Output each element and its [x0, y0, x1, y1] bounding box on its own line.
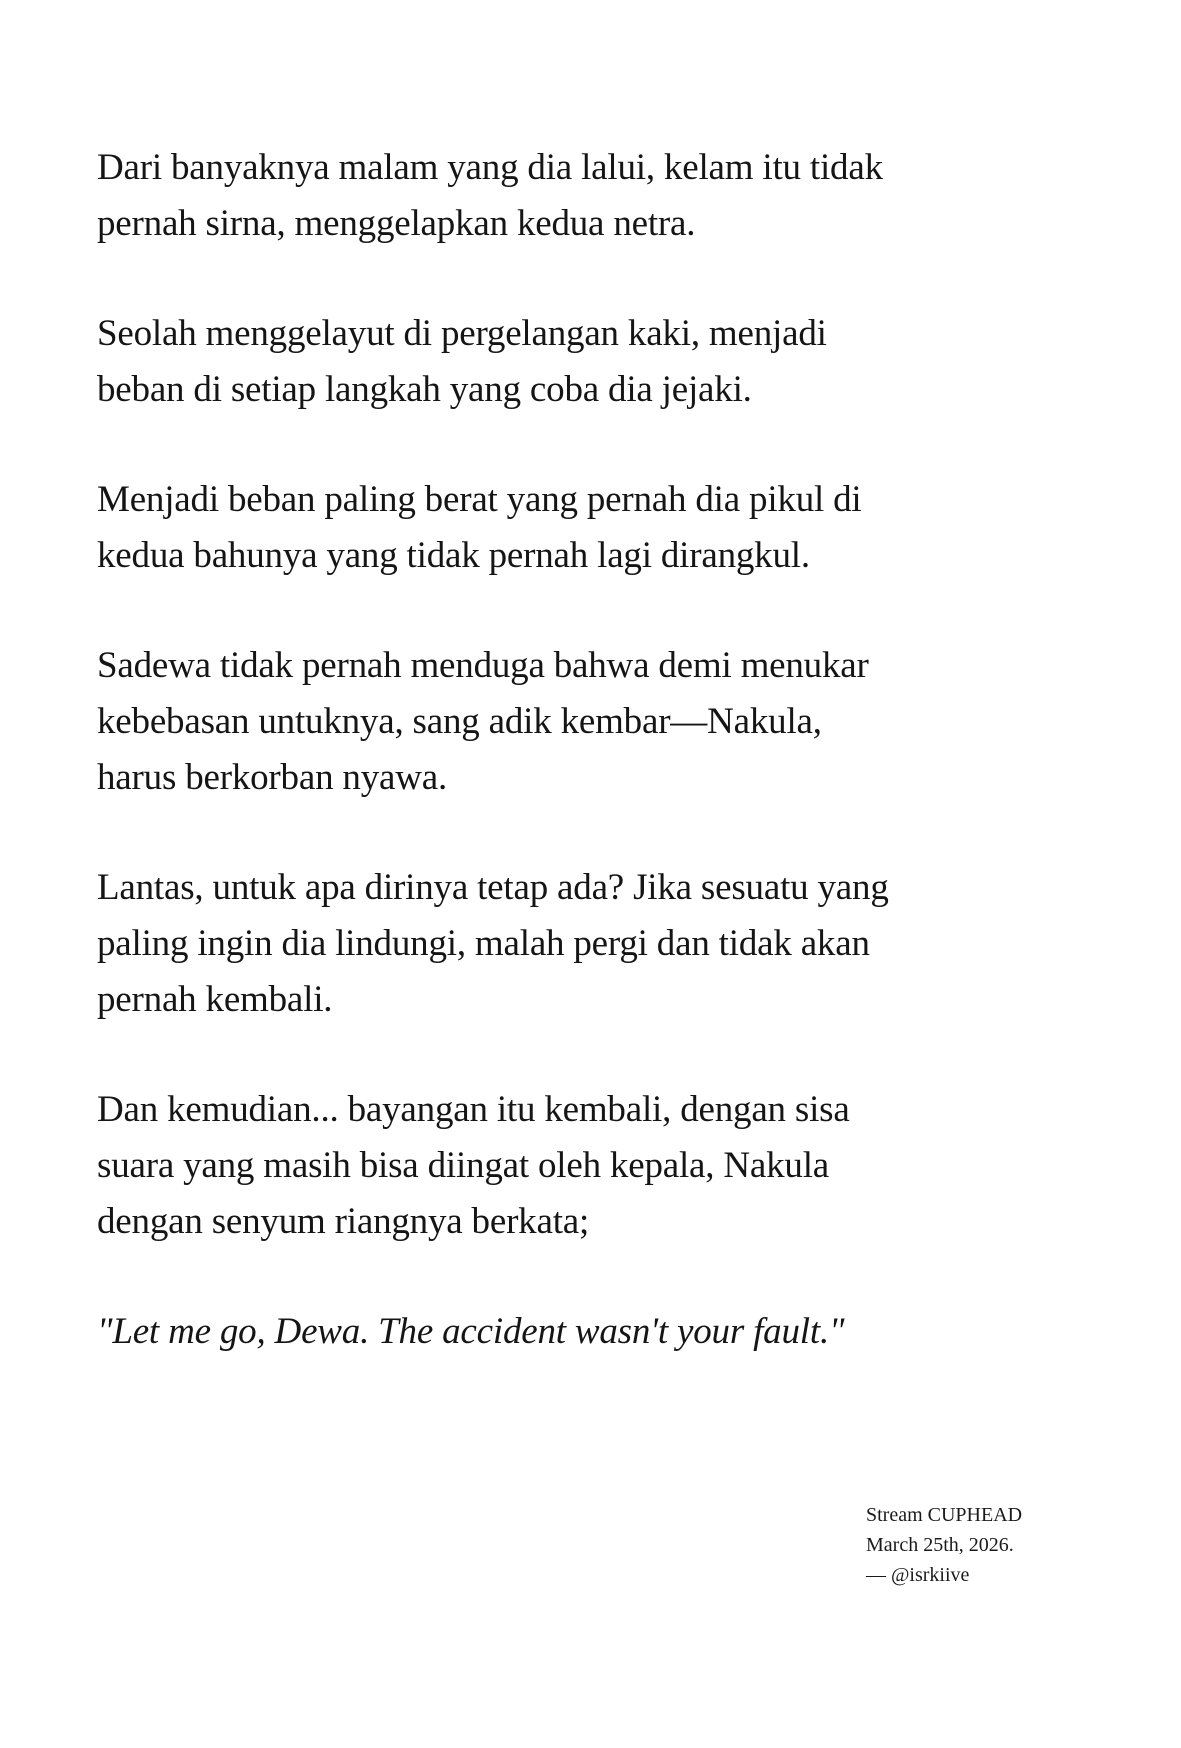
signature-handle: — @isrkiive	[866, 1564, 970, 1586]
signature-block	[866, 1500, 1126, 1590]
paragraph-5: Lantas, untuk apa dirinya tetap ada? Jika sesuatu yang paling ingin dia lindungi, malah pergi dan tidak akan pernah kembali.	[97, 867, 889, 1020]
story-text	[97, 140, 1057, 1414]
paragraph-4: Sadewa tidak pernah menduga bahwa demi menukar kebebasan untuknya, sang adik kembar—Nakula, harus berkorban nyawa.	[97, 645, 869, 798]
paragraph-2: Seolah menggelayut di pergelangan kaki, menjadi beban di setiap langkah yang coba dia jejaki.	[97, 313, 827, 410]
signature-title: Stream CUPHEAD	[866, 1504, 1023, 1526]
paragraph-3: Menjadi beban paling berat yang pernah dia pikul di kedua bahunya yang tidak pernah lagi dirangkul.	[97, 479, 862, 576]
signature-date: March 25th, 2026.	[866, 1534, 1014, 1556]
paragraph-6: Dan kemudian... bayangan itu kembali, dengan sisa suara yang masih bisa diingat oleh kepala, Nakula dengan senyum riangnya berkata;	[97, 1089, 850, 1242]
quote-line: "Let me go, Dewa. The accident wasn't your fault."	[97, 1311, 845, 1352]
paragraph-1: Dari banyaknya malam yang dia lalui, kelam itu tidak pernah sirna, menggelapkan kedua netra.	[97, 147, 883, 244]
